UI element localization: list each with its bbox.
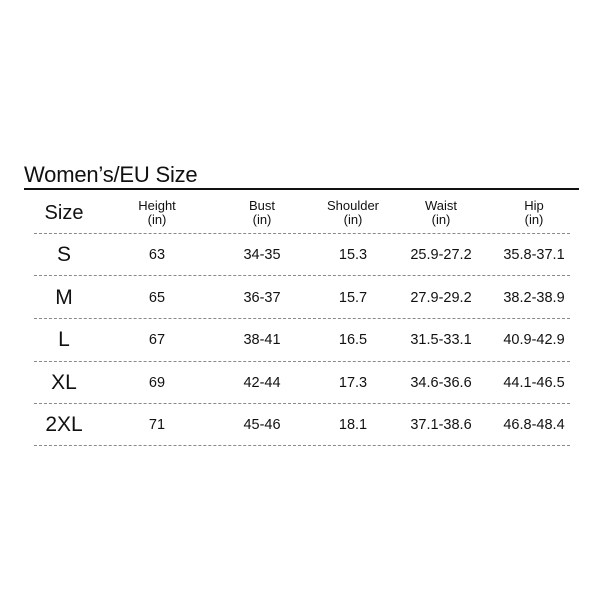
header-size: Size [44, 201, 84, 224]
height-cell: 67 [148, 332, 166, 348]
height-cell: 65 [148, 290, 166, 306]
header-waist [396, 195, 486, 231]
hip-cell: 44.1-46.5 [503, 375, 565, 391]
waist-cell: 31.5-33.1 [410, 332, 472, 348]
header-shoulder [311, 195, 395, 231]
waist-cell: 34.6-36.6 [410, 375, 472, 391]
header-bust-unit: (in) [252, 212, 272, 227]
header-shoulder-unit: (in) [343, 212, 363, 227]
row-divider [34, 361, 570, 362]
hip-cell: 46.8-48.4 [503, 417, 565, 433]
hip-cell: 35.8-37.1 [503, 247, 565, 263]
table-row [34, 322, 570, 358]
bust-cell: 36-37 [243, 290, 281, 306]
header-bust-label: Bust [248, 198, 275, 213]
shoulder-cell: 17.3 [338, 375, 368, 391]
header-height [119, 195, 195, 231]
row-divider [34, 318, 570, 319]
header-height-unit: (in) [147, 212, 167, 227]
header-bust [220, 195, 304, 231]
bust-cell: 38-41 [243, 332, 281, 348]
height-cell: 63 [148, 247, 166, 263]
row-divider [34, 445, 570, 446]
bust-cell: 45-46 [243, 417, 281, 433]
header-waist-unit: (in) [431, 212, 451, 227]
table-row [34, 280, 570, 316]
bust-cell: 42-44 [243, 375, 281, 391]
header-hip-unit: (in) [524, 212, 544, 227]
waist-cell: 25.9-27.2 [410, 247, 472, 263]
size-cell: 2XL [45, 413, 83, 436]
table-row [34, 407, 570, 443]
header-row [34, 195, 570, 231]
shoulder-cell: 15.7 [338, 290, 368, 306]
row-divider [34, 403, 570, 404]
title-rule [24, 188, 579, 190]
row-divider [34, 275, 570, 276]
header-waist-label: Waist [424, 198, 458, 213]
waist-cell: 37.1-38.6 [410, 417, 472, 433]
height-cell: 71 [148, 417, 166, 433]
waist-cell: 27.9-29.2 [410, 290, 472, 306]
hip-cell: 38.2-38.9 [503, 290, 565, 306]
size-cell: S [56, 243, 71, 266]
chart-title: Women’s/EU Size [24, 162, 198, 187]
header-hip [488, 195, 580, 231]
size-cell: XL [51, 371, 77, 394]
header-shoulder-label: Shoulder [326, 198, 380, 213]
shoulder-cell: 16.5 [338, 332, 368, 348]
hip-cell: 40.9-42.9 [503, 332, 565, 348]
shoulder-cell: 18.1 [338, 417, 368, 433]
shoulder-cell: 15.3 [338, 247, 368, 263]
size-cell: L [58, 328, 70, 351]
header-hip-label: Hip [524, 198, 544, 213]
row-divider [34, 233, 570, 234]
header-height-label: Height [138, 198, 176, 213]
table-row [34, 365, 570, 401]
size-cell: M [55, 286, 73, 309]
height-cell: 69 [148, 375, 166, 391]
table-row [34, 237, 570, 273]
bust-cell: 34-35 [243, 247, 281, 263]
